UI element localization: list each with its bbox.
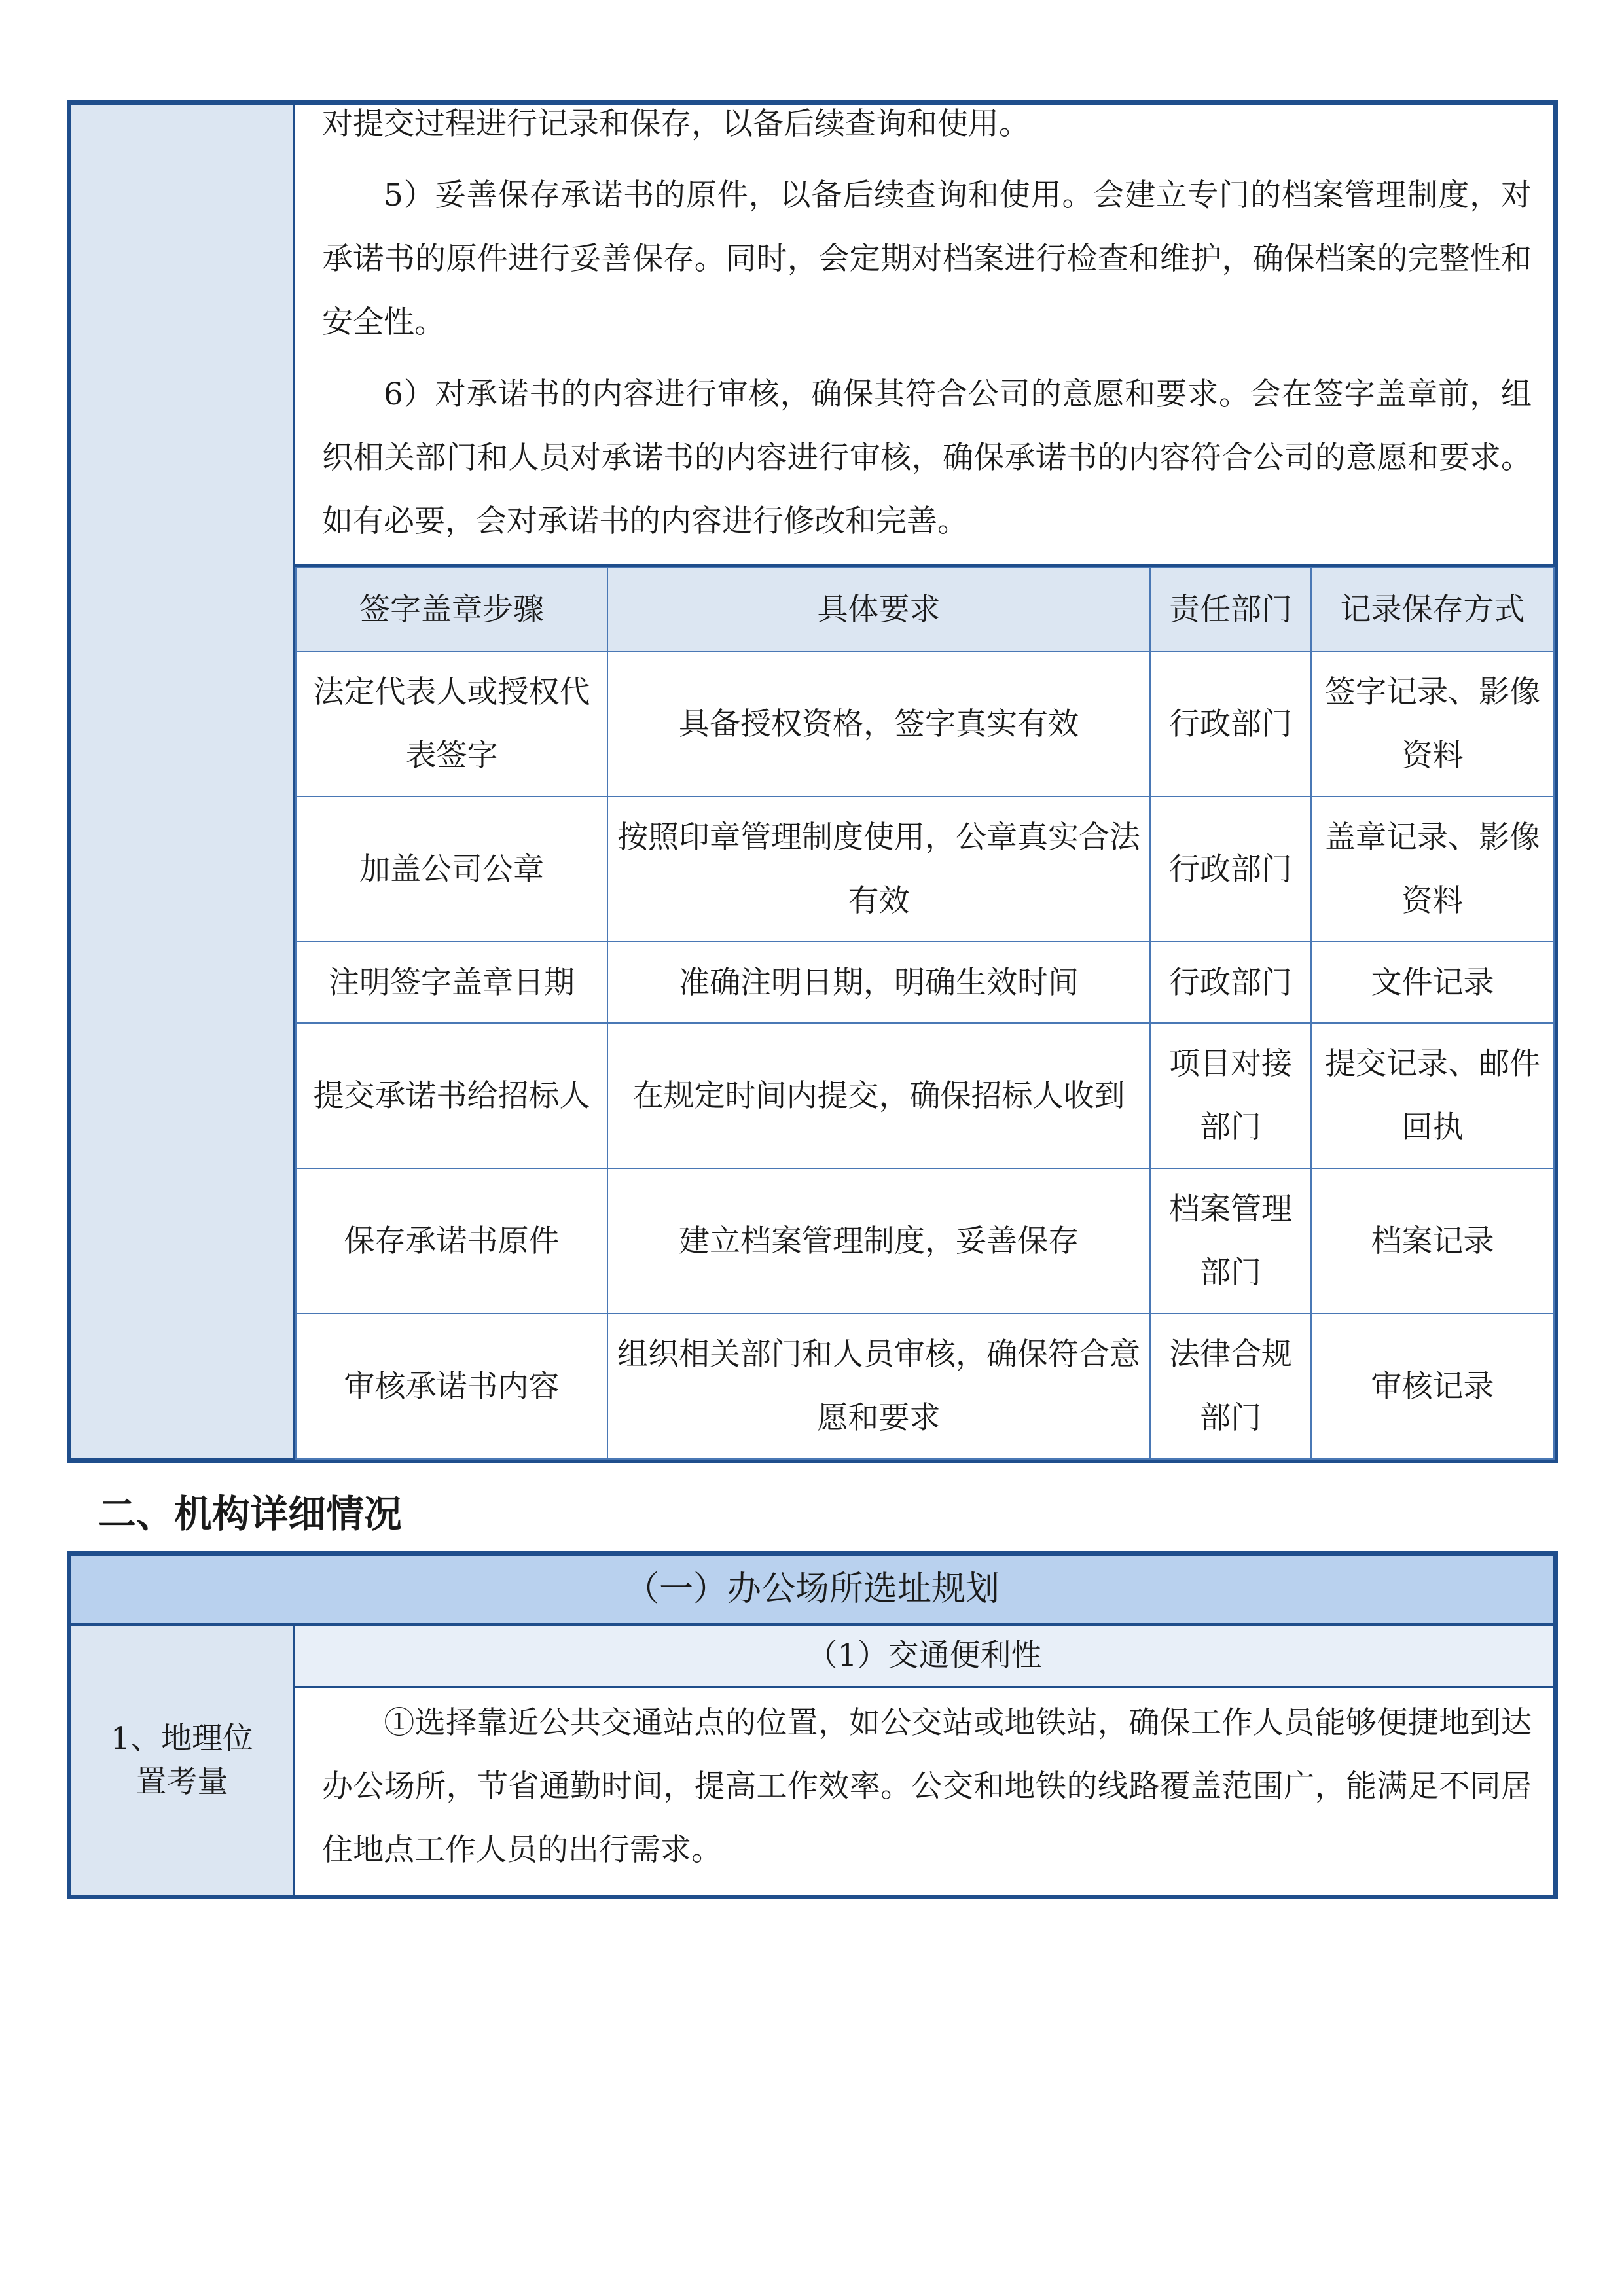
cell-record: 档案记录 — [1311, 1168, 1554, 1314]
item-6-text: 6）对承诺书的内容进行审核，确保其符合公司的意愿和要求。会在签字盖章前，组织相关部门和人员对承诺书的内容进行审核，确保承诺书的内容符合公司的意愿和要求。如有必要，会对承诺书的内容进行修改和完善。 — [322, 376, 1532, 539]
cell-department: 项目对接部门 — [1150, 1023, 1311, 1168]
cell-department: 行政部门 — [1150, 651, 1311, 797]
table-row — [296, 797, 1554, 942]
table-header-row — [296, 567, 1554, 651]
cell-department: 档案管理部门 — [1150, 1168, 1311, 1314]
item-6-paragraph — [322, 363, 1532, 553]
cell-record: 审核记录 — [1311, 1314, 1554, 1459]
cell-step: 注明签字盖章日期 — [296, 942, 607, 1023]
subsection-band — [295, 1626, 1553, 1688]
header-department: 责任部门 — [1150, 567, 1311, 651]
cell-record: 盖章记录、影像资料 — [1311, 797, 1554, 942]
cell-requirement: 组织相关部门和人员审核，确保符合意愿和要求 — [607, 1314, 1150, 1459]
cell-step: 加盖公司公章 — [296, 797, 607, 942]
office-title-band — [71, 1556, 1553, 1626]
continuation-line-text: 对提交过程进行记录和保存，以备后续查询和使用。 — [322, 106, 1030, 142]
table-row — [296, 651, 1554, 797]
section-heading-text: 二、机构详细情况 — [98, 1492, 403, 1536]
cell-record: 提交记录、邮件回执 — [1311, 1023, 1554, 1168]
subsection-title: （1）交通便利性 — [806, 1638, 1042, 1674]
continuation-line — [322, 92, 1532, 156]
cell-requirement: 建立档案管理制度，妥善保存 — [607, 1168, 1150, 1314]
cell-record: 签字记录、影像资料 — [1311, 651, 1554, 797]
table-row — [296, 1168, 1554, 1314]
continuation-left-column — [71, 105, 295, 1458]
cell-record: 文件记录 — [1311, 942, 1554, 1023]
cell-requirement: 准确注明日期，明确生效时间 — [607, 942, 1150, 1023]
item-5-paragraph — [322, 164, 1532, 354]
cell-department: 法律合规部门 — [1150, 1314, 1311, 1459]
location-label: 1、地理位置考量 — [111, 1720, 253, 1800]
signing-steps-table — [295, 567, 1555, 1460]
header-record: 记录保存方式 — [1311, 567, 1554, 651]
cell-step: 法定代表人或授权代表签字 — [296, 651, 607, 797]
transport-text: ①选择靠近公共交通站点的位置，如公交站或地铁站，确保工作人员能够便捷地到达办公场所，节省通勤时间，提高工作效率。公交和地铁的线路覆盖范围广，能满足不同居住地点工作人员的出行需求。 — [322, 1705, 1532, 1868]
cell-requirement: 在规定时间内提交，确保招标人收到 — [607, 1023, 1150, 1168]
cell-step: 保存承诺书原件 — [296, 1168, 607, 1314]
header-requirement: 具体要求 — [607, 567, 1150, 651]
office-left-column — [71, 1626, 295, 1895]
table-row — [296, 1314, 1554, 1459]
cell-step: 提交承诺书给招标人 — [296, 1023, 607, 1168]
section-heading — [98, 1484, 402, 1543]
cell-department: 行政部门 — [1150, 942, 1311, 1023]
table-row — [296, 1023, 1554, 1168]
item-5-text: 5）妥善保存承诺书的原件，以备后续查询和使用。会建立专门的档案管理制度，对承诺书的原件进行妥善保存。同时，会定期对档案进行检查和维护，确保档案的完整性和安全性。 — [322, 177, 1532, 340]
cell-step: 审核承诺书内容 — [296, 1314, 607, 1459]
cell-requirement: 按照印章管理制度使用，公章真实合法有效 — [607, 797, 1150, 942]
transport-paragraph — [322, 1691, 1532, 1882]
table-row — [296, 942, 1554, 1023]
header-step: 签字盖章步骤 — [296, 567, 607, 651]
office-title: （一）办公场所选址规划 — [624, 1570, 1000, 1609]
cell-requirement: 具备授权资格，签字真实有效 — [607, 651, 1150, 797]
cell-department: 行政部门 — [1150, 797, 1311, 942]
